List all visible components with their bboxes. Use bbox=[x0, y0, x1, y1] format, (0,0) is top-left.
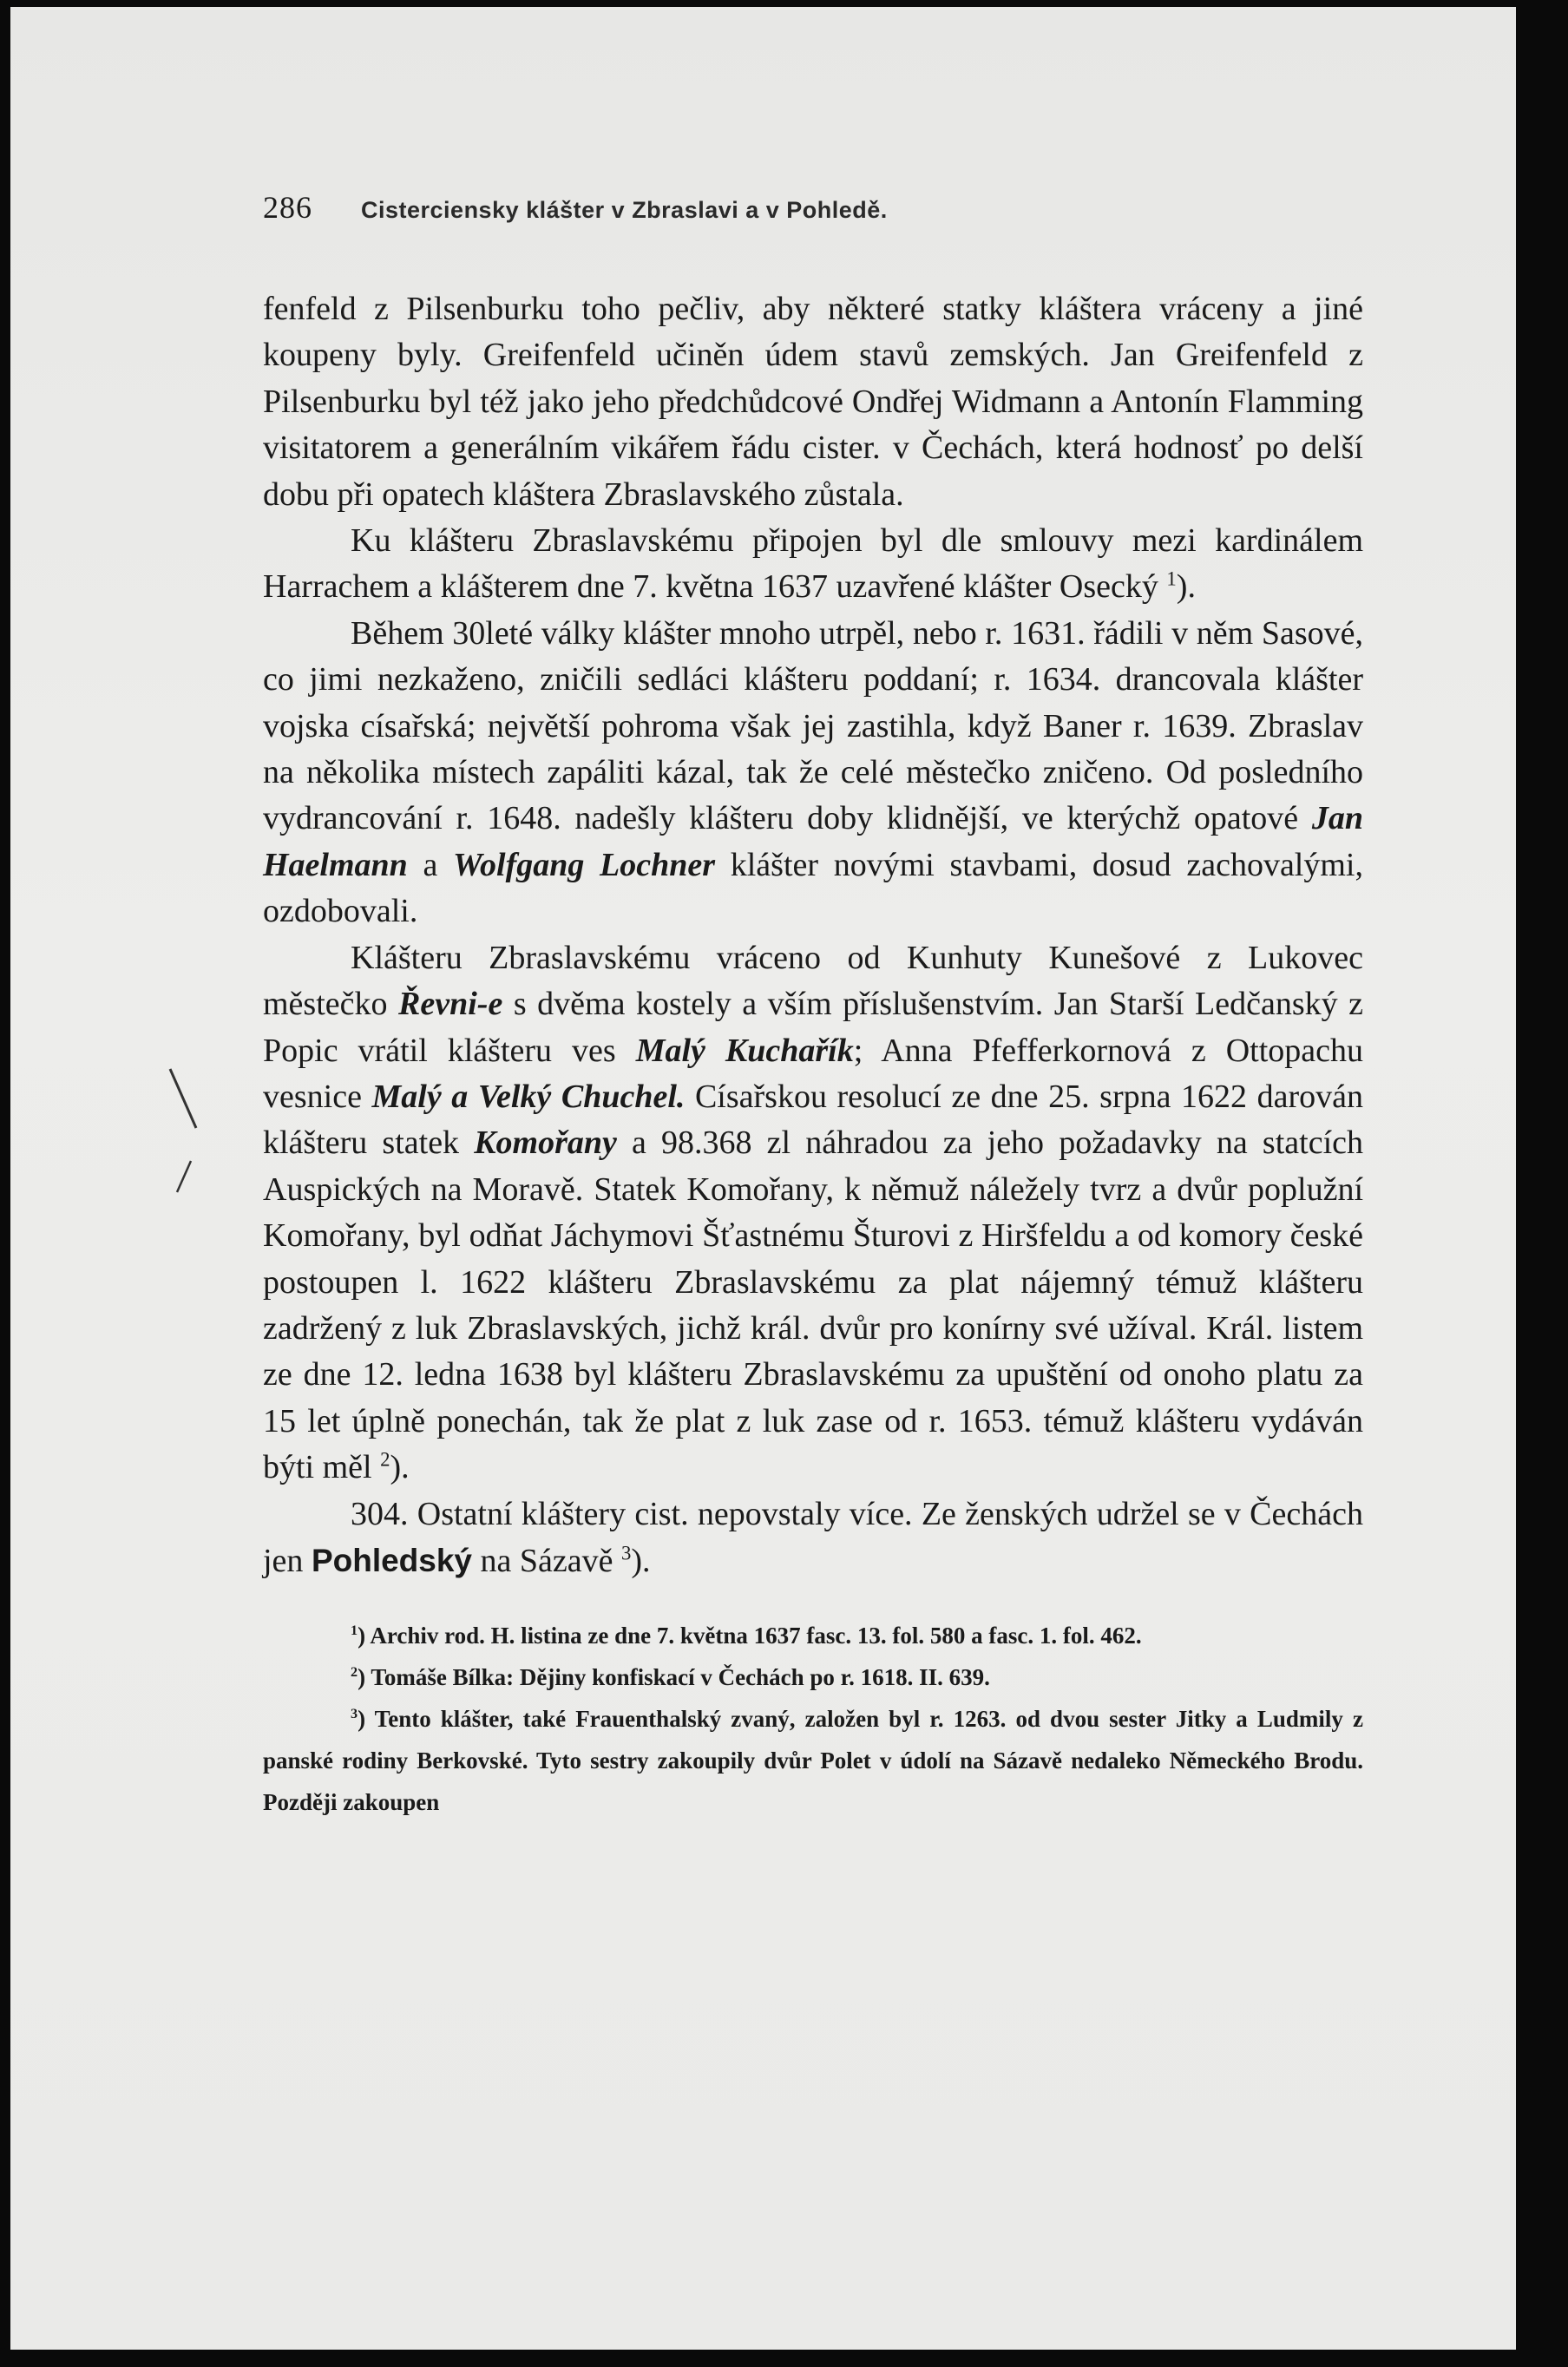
paragraph-2-text: Ku klášteru Zbraslavskému připojen byl dle smlouvy mezi kardinálem Harrachem a klášterem dne 7. května 1637 uzavřené klášter Osecký bbox=[263, 522, 1363, 606]
place-name-1: Řevni-e bbox=[398, 986, 503, 1023]
footnote-ref-1: 1 bbox=[1166, 567, 1177, 590]
abbot-name-2: Wolfgang Lochner bbox=[453, 846, 716, 883]
place-name-3: Malý a Velký Chuchel. bbox=[371, 1078, 686, 1115]
paragraph-5-text-a: 304. Ostatní kláštery cist. nepovstaly více. Ze ženských udržel se v Čechách jen bbox=[263, 1495, 1363, 1579]
margin-pencil-mark bbox=[165, 1064, 208, 1194]
footnote-3-marker: 3 bbox=[351, 1705, 358, 1721]
paragraph-1: fenfeld z Pilsenburku toho pečliv, aby některé statky kláštera vráceny a jiné koupeny byly. Greifenfeld učiněn údem stavů zemských. Jan Greifenfeld z Pilsenburku byl též jako jeho předchůdcové Ondřej Widmann a Antonín Flamming visitatorem a generálním vikářem řádu cister. v Čechách, která hodnosť po delší dobu při opatech kláštera Zbraslavského zůstala. bbox=[263, 291, 1363, 513]
paragraph-4-text-c: ; Anna Pfefferkornová z Ottopachu vesnice bbox=[263, 1032, 1363, 1115]
footnotes bbox=[263, 1616, 1363, 1823]
footnote-3 bbox=[263, 1699, 1363, 1823]
paragraph-4-text-b: s dvěma kostely a vším příslušenstvím. Jan Starší Ledčanský z Popic vrátil klášteru ves bbox=[263, 986, 1363, 1069]
footnote-2 bbox=[263, 1657, 1363, 1699]
paragraph-3-text-c: klášter novými stavbami, dosud zachovalými, ozdobovali. bbox=[263, 846, 1363, 930]
paragraph-2 bbox=[263, 518, 1363, 611]
paragraph-4-text-e: a 98.368 zl náhradou za jeho požadavky na statcích Auspických na Moravě. Statek Komořany, k němuž náležely tvrz a dvůr poplužní Komořany, byl odňat Jáchymovi Šťastnému Šturovi z Hiršfeldu a od komory české postoupen l. 1622 klášteru Zbraslavskému za plat nájemný témuž klášteru zadržený z luk Zbraslavských, jichž král. dvůr pro konírny své užíval. Král. listem ze dne 12. ledna 1638 byl klášteru Zbraslavskému za upuštění od onoho platu za 15 let úplně ponechán, tak že plat z luk zase od r. 1653. témuž klášteru vydáván býti měl bbox=[263, 1124, 1363, 1486]
footnote-ref-3: 3 bbox=[620, 1542, 632, 1564]
monastery-name: Pohledský bbox=[311, 1542, 473, 1578]
paragraph-4-end: ). bbox=[390, 1449, 410, 1486]
page-number: 286 bbox=[263, 190, 312, 225]
footnote-ref-2: 2 bbox=[380, 1448, 390, 1471]
footnote-3-text: ) Tento klášter, také Frauenthalský zvaný, založen byl r. 1263. od dvou sester Jitky a Ludmily z panské rodiny Berkovské. Tyto sestry zakoupily dvůr Polet v údolí na Sázavě nedaleko Německého Brodu. Později zakoupen bbox=[263, 1705, 1363, 1815]
paragraph-5-text-b: na Sázavě bbox=[472, 1542, 621, 1579]
paragraph-4-text-a: Klášteru Zbraslavskému vráceno od Kunhuty Kunešové z Lukovec městečko bbox=[263, 939, 1363, 1023]
paragraph-3-text-a: Během 30leté války klášter mnoho utrpěl, nebo r. 1631. řádili v něm Sasové, co jimi nezkaženo, zničili sedláci klášteru poddaní; r. 1634. drancovala klášter vojska císařská; největší pohroma však jej zastihla, když Baner r. 1639. Zbraslav na několika místech zapáliti kázal, tak že celé městečko zničeno. Od posledního vydrancování r. 1648. nadešly klášteru doby klidnější, ve kterýchž opatové bbox=[263, 614, 1363, 837]
running-title: Cisterciensky klášter v Zbraslavi a v Pohledě. bbox=[361, 197, 888, 223]
place-name-2: Malý Kuchařík bbox=[635, 1032, 854, 1069]
abbot-name-1: Jan Haelmann bbox=[263, 800, 1363, 883]
paragraph-4-text-d: Císařskou resolucí ze dne 25. srpna 1622 darován klášteru statek bbox=[263, 1078, 1363, 1162]
paragraph-3-text-b: a bbox=[407, 846, 454, 883]
footnote-1-text: ) Archiv rod. H. listina ze dne 7. května 1637 fasc. 13. fol. 580 a fasc. 1. fol. 462. bbox=[358, 1623, 1142, 1649]
footnote-2-text: ) Tomáše Bílka: Dějiny konfiskací v Čechách po r. 1618. II. 639. bbox=[358, 1664, 990, 1691]
scanned-page bbox=[10, 7, 1516, 2350]
paragraph-3 bbox=[263, 611, 1363, 935]
paragraph-4 bbox=[263, 935, 1363, 1492]
place-name-4: Komořany bbox=[474, 1124, 617, 1162]
footnote-1 bbox=[263, 1616, 1363, 1657]
paragraph-5 bbox=[263, 1492, 1363, 1585]
footnote-2-marker: 2 bbox=[351, 1664, 358, 1681]
running-head bbox=[263, 189, 1363, 241]
paragraph-5-end: ). bbox=[631, 1542, 651, 1579]
paragraph-2-end: ). bbox=[1176, 568, 1196, 606]
footnote-1-marker: 1 bbox=[351, 1623, 358, 1639]
text-block bbox=[263, 189, 1363, 1823]
